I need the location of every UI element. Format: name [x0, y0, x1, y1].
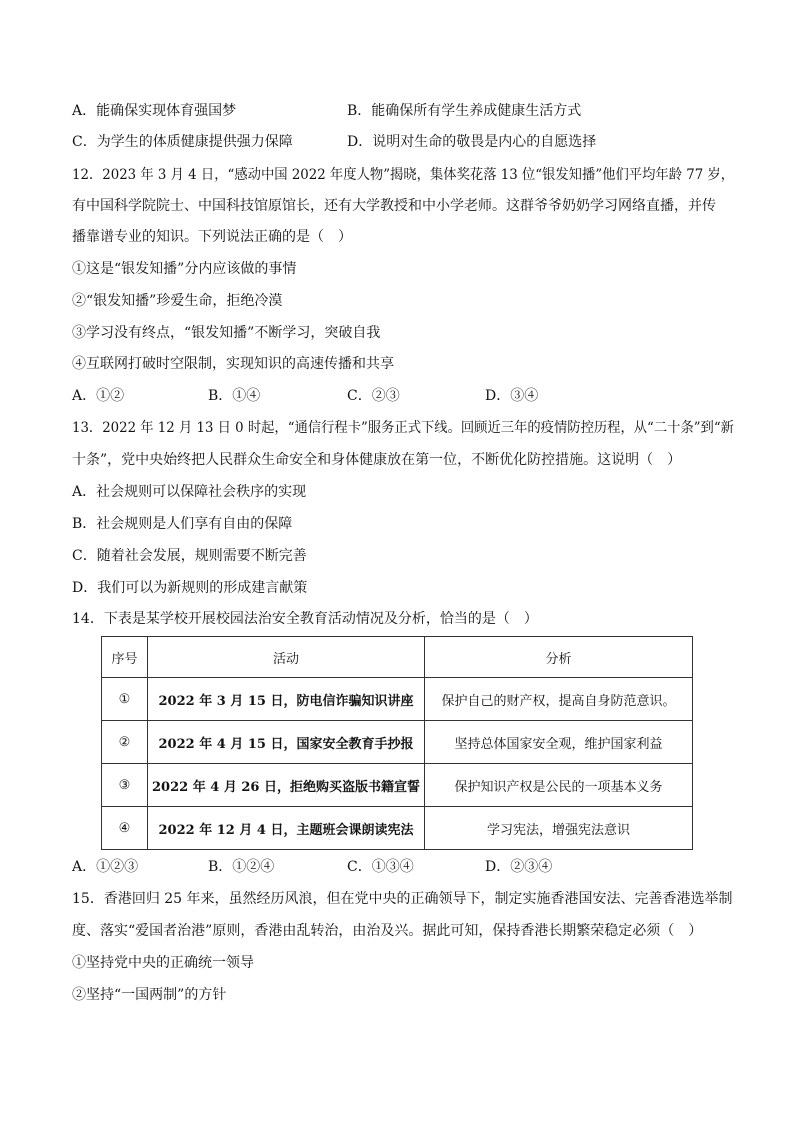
activity-table	[101, 636, 693, 850]
q14-option-d: D．②③④	[485, 859, 553, 875]
q15-statement-1: ①坚持党中央的正确统一领导	[72, 955, 254, 971]
q15-stem-line-1: 15．香港回归 25 年来，虽然经历风浪，但在党中央的正确领导下，制定实施香港国安法、完善香港选举制	[72, 891, 733, 907]
row-activity: 2022 年 4 月 26 日，拒绝购买盗版书籍宣誓	[148, 764, 425, 807]
q12-option-a: A．①②	[72, 388, 125, 404]
q15-statement-2: ②坚持“一国两制”的方针	[72, 987, 227, 1003]
row-serial: ②	[102, 721, 148, 764]
header-activity: 活动	[148, 637, 425, 678]
row-analysis: 保护知识产权是公民的一项基本义务	[425, 764, 693, 807]
q14-option-a: A．①②③	[72, 859, 139, 875]
q12-statement-1: ①这是“银发知播”分内应该做的事情	[72, 261, 297, 277]
row-analysis: 坚持总体国家安全观，维护国家利益	[425, 721, 693, 764]
table-row	[102, 721, 693, 764]
row-analysis: 学习宪法，增强宪法意识	[425, 807, 693, 850]
table-header-row	[102, 637, 693, 678]
row-serial: ④	[102, 807, 148, 850]
q13-stem-line-1: 13．2022 年 12 月 13 日 0 时起，“通信行程卡”服务正式下线。回顾近三年的疫情防控历程，从“二十条”到“新	[72, 420, 734, 436]
row-serial: ③	[102, 764, 148, 807]
q13-stem-line-2: 十条”，党中央始终把人民群众生命安全和身体健康放在第一位，不断优化防控措施。这说明（ ）	[72, 452, 682, 468]
q13-option-a: A．社会规则可以保障社会秩序的实现	[72, 484, 307, 500]
q13-option-c: C．随着社会发展，规则需要不断完善	[72, 548, 307, 564]
q12-stem-line-3: 播靠谱专业的知识。下列说法正确的是（ ）	[72, 229, 352, 245]
table-row	[102, 678, 693, 721]
q11-option-d: D．说明对生命的敬畏是内心的自愿选择	[347, 134, 597, 150]
row-activity: 2022 年 12 月 4 日，主题班会课朗读宪法	[148, 807, 425, 850]
q12-stem-line-1: 12．2023 年 3 月 4 日，“感动中国 2022 年度人物”揭晓，集体奖花落 13 位“银发知播”他们平均年龄 77 岁，	[72, 167, 735, 183]
row-analysis: 保护自己的财产权，提高自身防范意识。	[425, 678, 693, 721]
header-serial: 序号	[102, 637, 148, 678]
q13-option-b: B．社会规则是人们享有自由的保障	[72, 516, 293, 532]
header-analysis: 分析	[425, 637, 693, 678]
q13-option-d: D．我们可以为新规则的形成建言献策	[72, 580, 308, 596]
q12-statement-4: ④互联网打破时空限制，实现知识的高速传播和共享	[72, 356, 394, 372]
table-row	[102, 807, 693, 850]
q12-option-b: B．①④	[208, 388, 261, 404]
q12-option-d: D．③④	[485, 388, 539, 404]
q12-statement-2: ②“银发知播”珍爱生命，拒绝冷漠	[72, 293, 283, 309]
q11-option-b: B．能确保所有学生养成健康生活方式	[347, 103, 582, 119]
row-serial: ①	[102, 678, 148, 721]
q14-option-b: B．①②④	[208, 859, 275, 875]
q14-stem: 14．下表是某学校开展校园法治安全教育活动情况及分析，恰当的是（ ）	[72, 611, 538, 627]
q12-option-c: C．②③	[347, 388, 400, 404]
q11-option-c: C．为学生的体质健康提供强力保障	[72, 134, 293, 150]
row-activity: 2022 年 4 月 15 日，国家安全教育手抄报	[148, 721, 425, 764]
q11-option-a: A．能确保实现体育强国梦	[72, 103, 237, 119]
q14-option-c: C．①③④	[347, 859, 414, 875]
q12-statement-3: ③学习没有终点，“银发知播”不断学习，突破自我	[72, 325, 381, 341]
q15-stem-line-2: 度、落实“爱国者治港”原则，香港由乱转治，由治及兴。据此可知，保持香港长期繁荣稳定必须（ ）	[72, 923, 703, 939]
row-activity: 2022 年 3 月 15 日，防电信诈骗知识讲座	[148, 678, 425, 721]
q12-stem-line-2: 有中国科学院院士、中国科技馆原馆长，还有大学教授和中小学老师。这群爷爷奶奶学习网络直播，并传	[72, 198, 716, 214]
table-row	[102, 764, 693, 807]
